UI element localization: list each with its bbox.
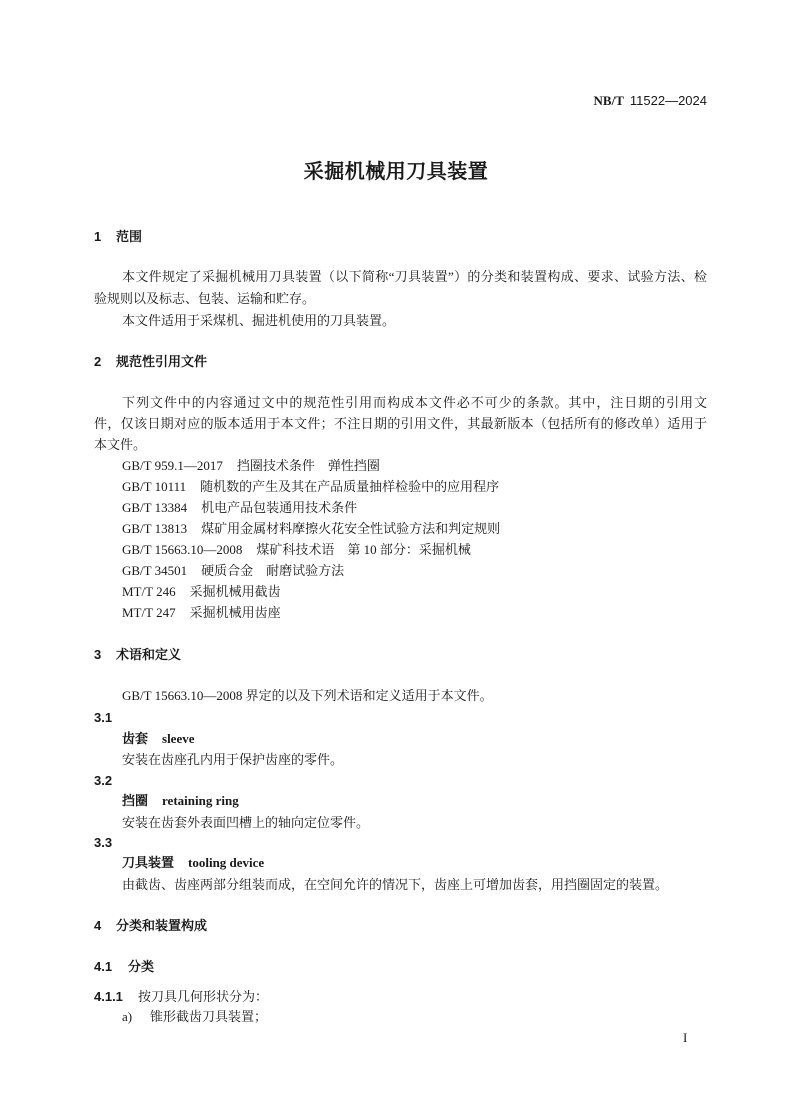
reference-item [122,456,380,476]
section-number: 1 [94,229,102,244]
reference-code: GB/T 959.1—2017 [122,458,223,473]
term-english: sleeve [162,731,195,746]
term-chinese: 挡圈 [122,793,149,808]
paragraph: 本文件适用于采煤机、掘进机使用的刀具装置。 [122,313,396,328]
section-title: 术语和定义 [116,647,182,662]
term-definition: 安装在齿套外表面凹槽上的轴向定位零件。 [122,815,370,830]
reference-code: GB/T 13813 [122,521,188,536]
reference-item [122,582,281,602]
reference-title: 随机数的产生及其在产品质量抽样检验中的应用程序 [200,479,500,494]
reference-title: 硬质合金 耐磨试验方法 [201,563,345,578]
subsection-heading [94,957,154,977]
reference-title: 煤矿用金属材料摩擦火花安全性试验方法和判定规则 [201,521,501,536]
term-number: 3.2 [94,773,113,788]
page-number: I [683,1030,688,1045]
document-title: 采掘机械用刀具装置 [303,161,489,183]
reference-code: GB/T 15663.10—2008 [122,542,243,557]
reference-title: 采掘机械用截齿 [189,584,281,599]
standard-prefix: NB/T [593,93,624,108]
reference-code: GB/T 13384 [122,500,188,515]
section-number: 3 [94,647,102,662]
reference-title: 挡圈技术条件 弹性挡圈 [236,458,380,473]
section-3-heading [94,645,181,665]
term-chinese: 齿套 [122,731,149,746]
term-number: 3.1 [94,710,113,725]
subsection-number: 4.1 [94,959,113,974]
reference-item [122,498,357,518]
reference-title: 煤矿科技术语 第 10 部分：采掘机械 [256,542,471,557]
reference-item [122,519,500,539]
paragraph-line: 本文件规定了采掘机械用刀具装置（以下简称“刀具装置”）的分类和装置构成、要求、试验方法、检 [122,269,707,284]
section-title: 规范性引用文件 [116,354,208,369]
paragraph-line: 验规则以及标志、包装、运输和贮存。 [94,291,316,306]
reference-code: GB/T 10111 [122,479,187,494]
clause [94,987,268,1007]
section-number: 2 [94,354,102,369]
section-title: 范围 [116,229,143,244]
section-2-heading [94,352,207,372]
clause-text: 按刀具几何形状分为： [138,989,269,1004]
term-definition: 安装在齿座孔内用于保护齿座的零件。 [122,752,344,767]
reference-item [122,540,471,560]
section-1-heading [94,227,142,247]
term-english: tooling device [188,855,265,870]
list-item [122,1007,267,1027]
reference-item [122,477,499,497]
reference-title: 机电产品包装通用技术条件 [201,500,358,515]
reference-code: GB/T 34501 [122,563,188,578]
paragraph-line: 件，仅该日期对应的版本适用于本文件；不注日期的引用文件，其最新版本（包括所有的修改单）适用于 [94,416,707,431]
standard-number: 11522—2024 [629,93,707,108]
section-number: 4 [94,918,102,933]
reference-item [122,603,281,623]
paragraph-line: 下列文件中的内容通过文中的规范性引用而构成本文件必不可少的条款。其中，注日期的引用文 [122,395,707,410]
term-chinese: 刀具装置 [122,855,175,870]
standard-code [594,91,707,111]
clause-number: 4.1.1 [94,989,123,1004]
reference-code: MT/T 246 [122,584,176,599]
term-entry [122,853,264,873]
term-definition: 由截齿、齿座两部分组装而成，在空间允许的情况下，齿座上可增加齿套，用挡圈固定的装置。 [122,877,669,892]
term-english: retaining ring [162,793,239,808]
paragraph-line: 本文件。 [94,437,147,452]
reference-item [122,561,344,581]
reference-code: MT/T 247 [122,605,176,620]
term-entry [122,791,239,811]
paragraph: GB/T 15663.10—2008 界定的以及下列术语和定义适用于本文件。 [122,688,493,703]
section-title: 分类和装置构成 [116,918,208,933]
term-entry [122,729,195,749]
subsection-title: 分类 [128,959,155,974]
list-text: 锥形截齿刀具装置； [150,1009,268,1024]
list-marker: a) [122,1009,133,1024]
reference-title: 采掘机械用齿座 [189,605,281,620]
term-number: 3.3 [94,835,113,850]
section-4-heading [94,916,207,936]
